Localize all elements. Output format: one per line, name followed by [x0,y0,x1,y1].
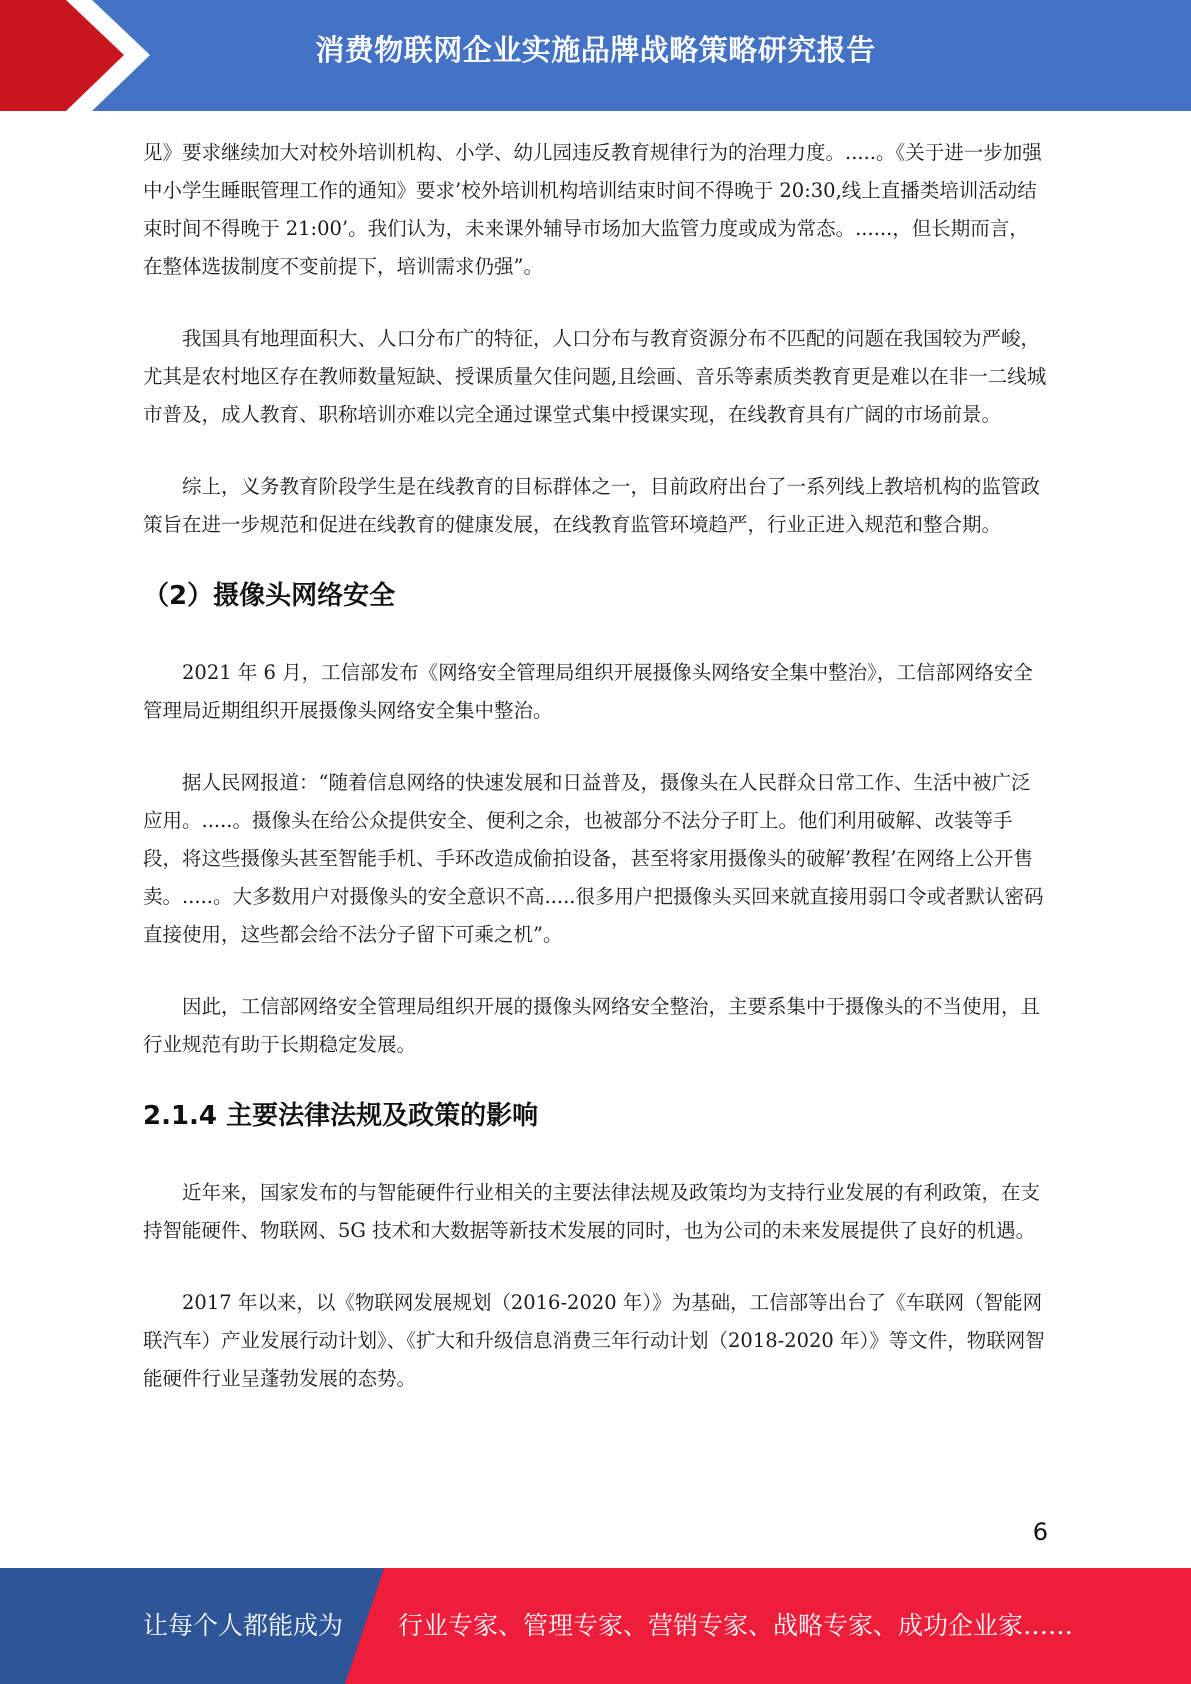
section-heading: 2.1.4 主要法律法规及政策的影响 [143,1101,539,1131]
paragraph: 据人民网报道：“随着信息网络的快速发展和日益普及，摄像头在人民群众日常工作、生活中被广泛应用。.....。摄像头在给公众提供安全、便利之余，也被部分不法分子盯上。他们利用破解、改装等手段，将这些摄像头甚至智能手机、手环改造成偷拍设备，甚至将家用摄像头的破解’教程’在网络上公开售卖。.....。大多数用户对摄像头的安全意识不高.....很多用户把摄像头买回来就直接用弱口令或者默认密码直接使用，这些都会给不法分子留下可乘之机”。 [143,771,1044,946]
document-body [143,134,1048,1432]
page-footer [0,1568,1191,1684]
page-number: 6 [1032,1518,1048,1546]
paragraph: 2021 年 6 月，工信部发布《网络安全管理局组织开展摄像头网络安全集中整治》，工信部网络安全管理局近期组织开展摄像头网络安全集中整治。 [143,661,1033,722]
footer-slogan-left: 让每个人都能成为 [143,1611,344,1640]
page-header [0,0,1191,111]
footer-slogan-right: 行业专家、管理专家、营销专家、战略专家、成功企业家…… [398,1611,1074,1640]
paragraph: 2017 年以来，以《物联网发展规划（2016-2020 年）》为基础，工信部等出台了《车联网（智能网联汽车）产业发展行动计划》、《扩大和升级信息消费三年行动计划（2018-2020 年）》等文件，物联网智能硬件行业呈蓬勃发展的态势。 [143,1291,1045,1390]
document-title: 消费物联网企业实施品牌战略策略研究报告 [315,33,876,67]
section-heading: （2）摄像头网络安全 [143,581,396,611]
paragraph: 我国具有地理面积大、人口分布广的特征，人口分布与教育资源分布不匹配的问题在我国较为严峻，尤其是农村地区存在教师数量短缺、授课质量欠佳问题,且绘画、音乐等素质类教育更是难以在非一二线城市普及，成人教育、职称培训亦难以完全通过课堂式集中授课实现，在线教育具有广阔的市场前景。 [143,327,1047,426]
paragraph: 综上，义务教育阶段学生是在线教育的目标群体之一，目前政府出台了一系列线上教培机构的监管政策旨在进一步规范和促进在线教育的健康发展，在线教育监管环境趋严，行业正进入规范和整合期。 [143,475,1041,536]
paragraph: 见》要求继续加大对校外培训机构、小学、幼儿园违反教育规律行为的治理力度。.....。《关于进一步加强中小学生睡眠管理工作的通知》要求’校外培训机构培训结束时间不得晚于 20:30,线上直播类培训活动结束时间不得晚于 21:00’。我们认为，未来课外辅导市场加大监管力度或成为常态。......，但长期而言，在整体选拔制度不变前提下，培训需求仍强”。 [143,141,1042,278]
paragraph: 因此，工信部网络安全管理局组织开展的摄像头网络安全整治，主要系集中于摄像头的不当使用，且行业规范有助于长期稳定发展。 [143,995,1041,1056]
paragraph: 近年来，国家发布的与智能硬件行业相关的主要法律法规及政策均为支持行业发展的有利政策，在支持智能硬件、物联网、5G 技术和大数据等新技术发展的同时，也为公司的未来发展提供了良好的机遇。 [143,1181,1041,1242]
